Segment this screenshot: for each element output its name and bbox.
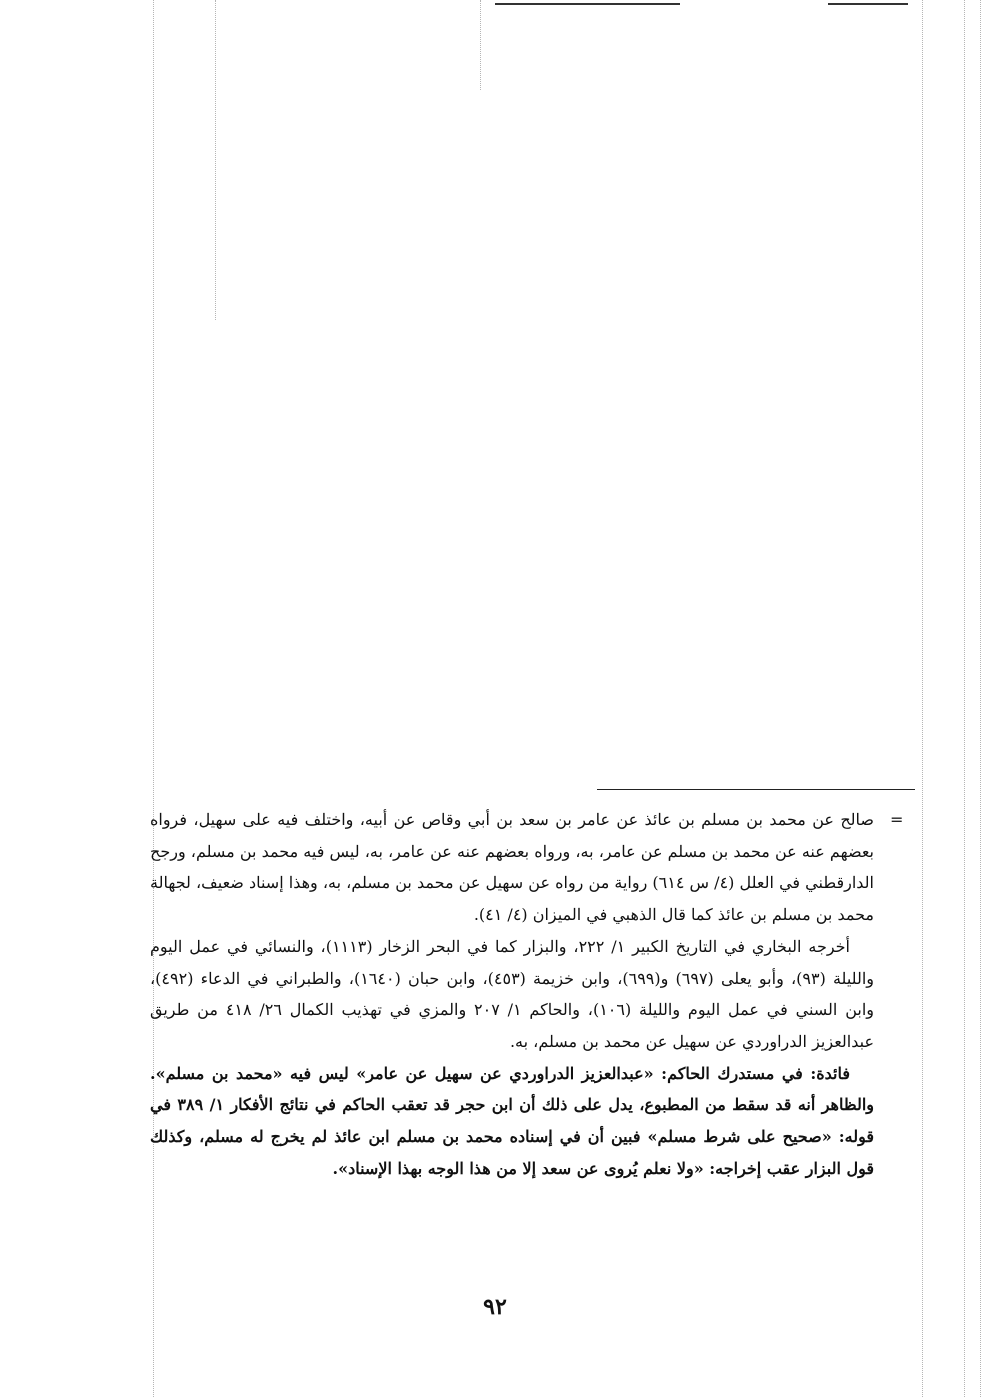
scan-artifact-line: [980, 0, 981, 1397]
footnote-separator: [597, 789, 915, 790]
footnote-body: [150, 804, 874, 1184]
scan-artifact-line: [922, 0, 923, 1397]
scan-artifact-line: [480, 0, 481, 90]
scan-artifact-line: [153, 0, 154, 1397]
footnote-paragraph-3: فائدة: في مستدرك الحاكم: «عبدالعزيز الدراوردي عن سهيل عن عامر» ليس فيه «محمد بن مسلم». والظاهر أنه قد سقط من المطبوع، يدل على ذلك أن ابن حجر قد تعقب الحاكم في نتائج الأفكار ١/ ٣٨٩ في قوله: «صحيح على شرط مسلم» فبين أن في إسناده محمد بن مسلم ابن عائذ لم يخرج له مسلم، وكذلك قول البزار عقب إخراجه: «ولا نعلم يُروى عن سعد إلا من هذا الوجه بهذا الإسناد».: [150, 1063, 875, 1178]
header-rule-right: [828, 3, 908, 5]
scan-artifact-line: [964, 0, 965, 1397]
footnote-paragraph-1: صالح عن محمد بن مسلم بن عائذ عن عامر بن سعد بن أبي وقاص عن أبيه، واختلف فيه على سهيل، فرواه بعضهم عنه عن محمد بن مسلم عن عامر، به، ورواه بعضهم عنه عن عامر، به، ليس فيه محمد بن مسلم، ورجح الدارقطني في العلل (٤/ س ٦١٤) رواية من رواه عن سهيل عن محمد بن مسلم، به، وهذا إسناد ضعيف، لجهالة محمد بن مسلم بن عائذ كما قال الذهبي في الميزان (٤/ ٤١).: [150, 810, 874, 925]
footnote-paragraph-2: أخرجه البخاري في التاريخ الكبير ١/ ٢٢٢، والبزار كما في البحر الزخار (١١١٣)، والنسائي في عمل اليوم والليلة (٩٣)، وأبو يعلى (٦٩٧) و(٦٩٩)، وابن خزيمة (٤٥٣)، وابن حبان (١٦٤٠)، والطبراني في الدعاء (٤٩٢)، وابن السني في عمل اليوم والليلة (١٠٦)، والحاكم ١/ ٢٠٧ والمزي في تهذيب الكمال ٢٦/ ٤١٨ من طريق عبدالعزيز الدراوردي عن سهيل عن محمد بن مسلم، به.: [150, 936, 875, 1051]
header-rule-left: [495, 3, 680, 5]
scan-artifact-line: [215, 0, 216, 320]
continuation-mark: =: [890, 810, 904, 829]
page-number: ٩٢: [483, 1294, 507, 1320]
